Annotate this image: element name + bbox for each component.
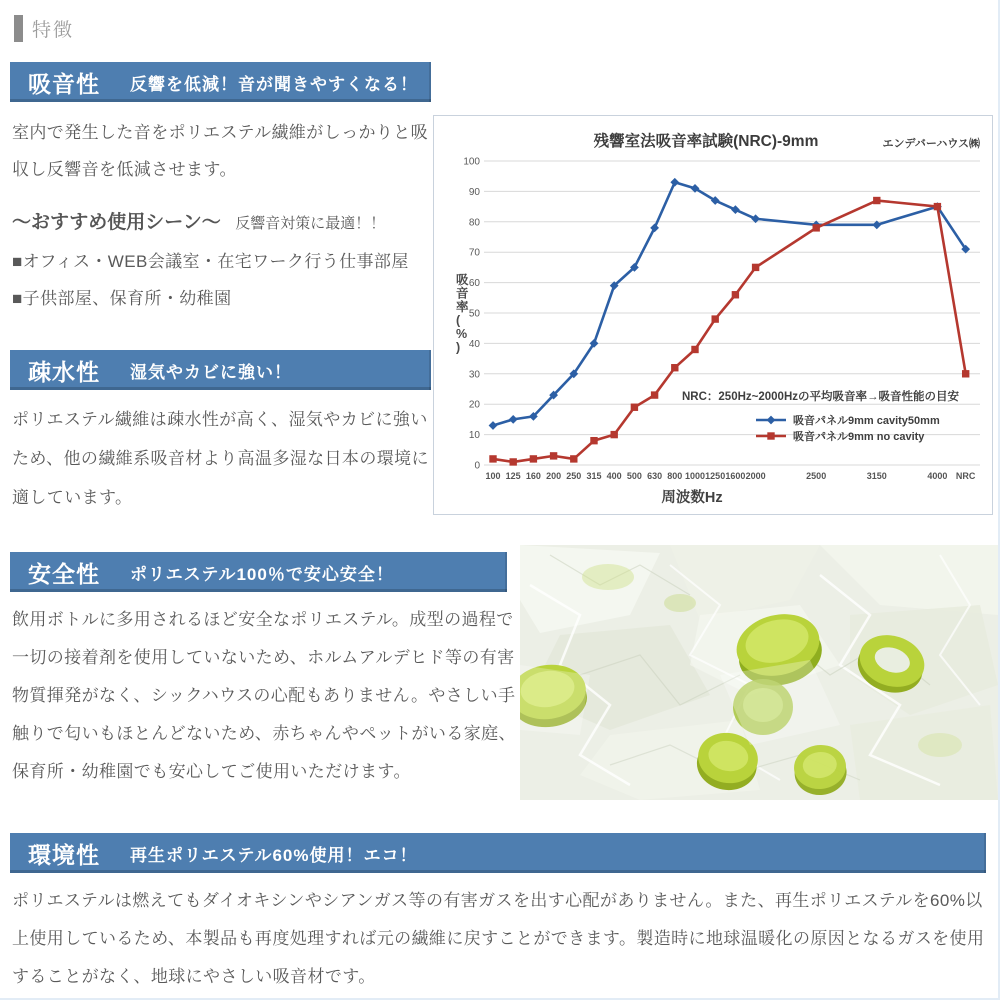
svg-text:1600: 1600 (725, 471, 746, 481)
hydrophobic-body: ポリエステル繊維は疎水性が高く、湿気やカビに強いため、他の繊維系吸音材より高温多湿な日本の環境に適しています。 (12, 410, 429, 507)
section-bar-eco (10, 833, 986, 873)
svg-text:70: 70 (468, 247, 480, 259)
section-title-safety: 安全性 (28, 560, 100, 587)
recycled-bottles-photo-svg (520, 545, 998, 800)
svg-text:2500: 2500 (806, 471, 827, 481)
scene-note: 反響音対策に最適！！ (235, 215, 386, 232)
svg-text:3150: 3150 (866, 471, 887, 481)
section-bar-hydrophobic (10, 350, 431, 390)
section-title-hydrophobic: 疎水性 (28, 358, 100, 385)
svg-text:800: 800 (667, 471, 683, 481)
svg-text:吸音パネル9mm no cavity: 吸音パネル9mm no cavity (793, 431, 925, 443)
section-bar-absorption (10, 62, 431, 102)
svg-text:0: 0 (474, 460, 480, 472)
svg-text:60: 60 (468, 278, 480, 290)
svg-text:50: 50 (468, 308, 480, 320)
svg-text:1000: 1000 (684, 471, 706, 481)
heading-accent-bar (14, 15, 23, 42)
section-tagline-eco: 再生ポリエステル60%使用！エコ！ (130, 845, 418, 865)
svg-text:4000: 4000 (927, 471, 948, 481)
svg-text:200: 200 (546, 471, 562, 481)
svg-text:40: 40 (468, 338, 480, 350)
feature-heading (14, 15, 74, 42)
svg-text:500: 500 (626, 471, 642, 481)
svg-text:90: 90 (468, 186, 480, 198)
svg-text:30: 30 (468, 369, 480, 381)
svg-text:20: 20 (468, 399, 480, 411)
svg-text:125: 125 (505, 471, 521, 481)
svg-text:1250: 1250 (705, 471, 726, 481)
recycled-bottles-photo (520, 545, 998, 800)
scene-items (12, 243, 452, 317)
svg-text:400: 400 (606, 471, 622, 481)
nrc-chart (433, 115, 993, 515)
svg-text:NRC：250Hz~2000Hzの平均吸音率→吸音性能の目安: NRC：250Hz~2000Hzの平均吸音率→吸音性能の目安 (682, 391, 960, 403)
svg-text:315: 315 (586, 471, 602, 481)
svg-text:2000: 2000 (745, 471, 766, 481)
section-bar-safety (10, 552, 507, 592)
svg-text:吸音パネル9mm cavity50mm: 吸音パネル9mm cavity50mm (793, 415, 940, 427)
section-tagline-safety: ポリエステル100％で安心安全！ (130, 564, 394, 584)
safety-body: 飲用ボトルに多用されるほど安全なポリエステル。成型の過程で一切の接着剤を使用していないため、ホルムアルデヒド等の有害物質揮発がなく、シックハウスの心配もありません。やさしい手触りで匂いもほとんどないため、赤ちゃんやペットがいる家庭、保育所・幼稚園でも安心してご使用いただけます。 (12, 610, 516, 781)
svg-text:160: 160 (525, 471, 541, 481)
svg-text:100: 100 (463, 156, 480, 168)
svg-text:80: 80 (468, 217, 480, 229)
feature-heading-label: 特徴 (32, 20, 75, 41)
section-tagline-absorption: 反響を低減！音が聞きやすくなる！ (130, 74, 418, 94)
svg-text:250: 250 (566, 471, 582, 481)
scene-heading-row (12, 207, 385, 234)
scene-item: ■子供部屋、保育所・幼稚園 (12, 289, 232, 308)
svg-text:630: 630 (647, 471, 663, 481)
section-title-eco: 環境性 (28, 841, 100, 868)
svg-text:10: 10 (468, 430, 480, 442)
svg-text:周波数Hz: 周波数Hz (661, 490, 723, 506)
scene-heading: ～おすすめ使用シーン～ (12, 212, 221, 233)
svg-text:エンデバーハウス㈱: エンデバーハウス㈱ (882, 138, 980, 150)
section-tagline-hydrophobic: 湿気やカビに強い！ (130, 362, 292, 382)
scene-item: ■オフィス・WEB会議室・在宅ワーク行う仕事部屋 (12, 252, 409, 271)
svg-text:NRC: NRC (955, 471, 976, 481)
absorption-body: 室内で発生した音をポリエステル繊維がしっかりと吸収し反響音を低減させます。 (12, 123, 429, 179)
nrc-chart-svg (434, 116, 992, 514)
svg-text:残響室法吸音率試験(NRC)-9mm: 残響室法吸音率試験(NRC)-9mm (593, 133, 819, 150)
svg-text:100: 100 (485, 471, 501, 481)
eco-body: ポリエステルは燃えてもダイオキシンやシアンガス等の有害ガスを出す心配がありません。また、再生ポリエステルを60%以上使用しているため、本製品も再度処理すれば元の繊維に戻すことができます。製造時に地球温暖化の原因となるガスを使用することがなく、地球にやさしい吸音材です。 (12, 891, 985, 986)
section-title-absorption: 吸音性 (28, 70, 100, 97)
svg-text:吸音率(%): 吸音率( % ) (456, 273, 469, 355)
